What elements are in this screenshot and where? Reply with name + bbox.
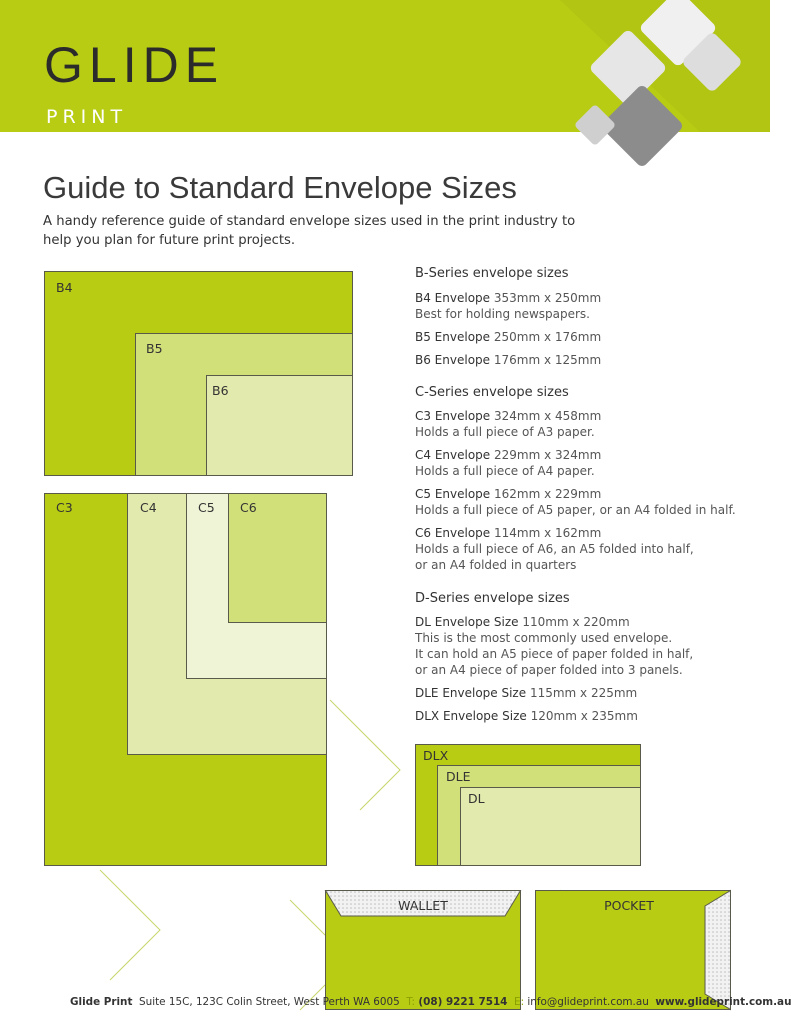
d-series-heading: D-Series envelope sizes (415, 591, 570, 606)
b4-name: B4 Envelope (415, 291, 491, 305)
dl-desc-3: or an A4 piece of paper folded into 3 panels. (415, 663, 683, 677)
dlx-name: DLX Envelope Size (415, 709, 527, 723)
dle-info (415, 685, 755, 701)
footer-email-label: E: (514, 996, 525, 1008)
dlx-size: 120mm x 235mm (530, 709, 638, 723)
footer-website[interactable]: www.glideprint.com.au (655, 996, 791, 1008)
dle-size: 115mm x 225mm (529, 686, 638, 700)
b4-size: 353mm x 250mm (493, 291, 602, 305)
b5-label: B5 (146, 341, 163, 356)
dle-name: DLE Envelope Size (415, 686, 527, 700)
c4-size: 229mm x 324mm (494, 448, 602, 462)
b4-info (415, 290, 755, 322)
c5-info (415, 486, 755, 518)
dl-label: DL (468, 791, 485, 806)
dle-label: DLE (446, 769, 471, 784)
dl-desc-1: This is the most commonly used envelope. (415, 631, 673, 645)
footer (70, 996, 791, 1008)
footer-phone-label: T: (406, 996, 416, 1008)
intro-text: A handy reference guide of standard envelope sizes used in the print industry to help you plan for future print projects. (43, 214, 576, 248)
c5-label: C5 (198, 500, 215, 515)
c-series-heading: C-Series envelope sizes (415, 385, 569, 400)
footer-phone: (08) 9221 7514 (418, 996, 508, 1008)
b5-size: 250mm x 176mm (493, 330, 602, 344)
dl-name: DL Envelope Size (415, 615, 519, 629)
c4-info (415, 447, 755, 479)
logo-subtext: PRINT (46, 106, 128, 128)
c4-name: C4 Envelope (415, 448, 491, 462)
c4-label: C4 (140, 500, 157, 515)
b5-info (415, 329, 755, 345)
b6-name: B6 Envelope (415, 353, 491, 367)
b4-label: B4 (56, 280, 73, 295)
c6-desc-1: Holds a full piece of A6, an A5 folded into half, (415, 542, 694, 556)
c6-info (415, 525, 755, 573)
b6-size: 176mm x 125mm (493, 353, 602, 367)
c5-desc: Holds a full piece of A5 paper, or an A4 folded in half. (415, 503, 736, 517)
footer-company: Glide Print (70, 996, 133, 1008)
c3-desc: Holds a full piece of A3 paper. (415, 425, 595, 439)
c3-label: C3 (56, 500, 73, 515)
c6-label: C6 (240, 500, 257, 515)
b4-desc: Best for holding newspapers. (415, 307, 590, 321)
c5-size: 162mm x 229mm (494, 487, 602, 501)
b-series-heading: B-Series envelope sizes (415, 266, 569, 281)
dl-desc-2: It can hold an A5 piece of paper folded in half, (415, 647, 694, 661)
b5-name: B5 Envelope (415, 330, 491, 344)
c6-name: C6 Envelope (415, 526, 491, 540)
footer-address: Suite 15C, 123C Colin Street, West Perth WA 6005 (139, 996, 400, 1008)
wallet-label: WALLET (398, 898, 448, 913)
c3-size: 324mm x 458mm (494, 409, 602, 423)
dlx-info (415, 708, 755, 724)
dlx-label: DLX (423, 748, 449, 763)
c6-size: 114mm x 162mm (494, 526, 602, 540)
c4-desc: Holds a full piece of A4 paper. (415, 464, 595, 478)
b6-info (415, 352, 755, 368)
dl-envelope-shape (460, 787, 641, 866)
dl-size: 110mm x 220mm (522, 615, 630, 629)
logo-text: GLIDE (44, 37, 225, 93)
b6-label: B6 (212, 383, 229, 398)
footer-email[interactable]: info@glideprint.com.au (527, 996, 649, 1008)
c3-info (415, 408, 755, 440)
c3-name: C3 Envelope (415, 409, 491, 423)
c6-desc-2: or an A4 folded in quarters (415, 558, 577, 572)
c5-name: C5 Envelope (415, 487, 491, 501)
page-title: Guide to Standard Envelope Sizes (43, 170, 517, 205)
pocket-label: POCKET (604, 898, 654, 913)
dl-info (415, 614, 755, 678)
